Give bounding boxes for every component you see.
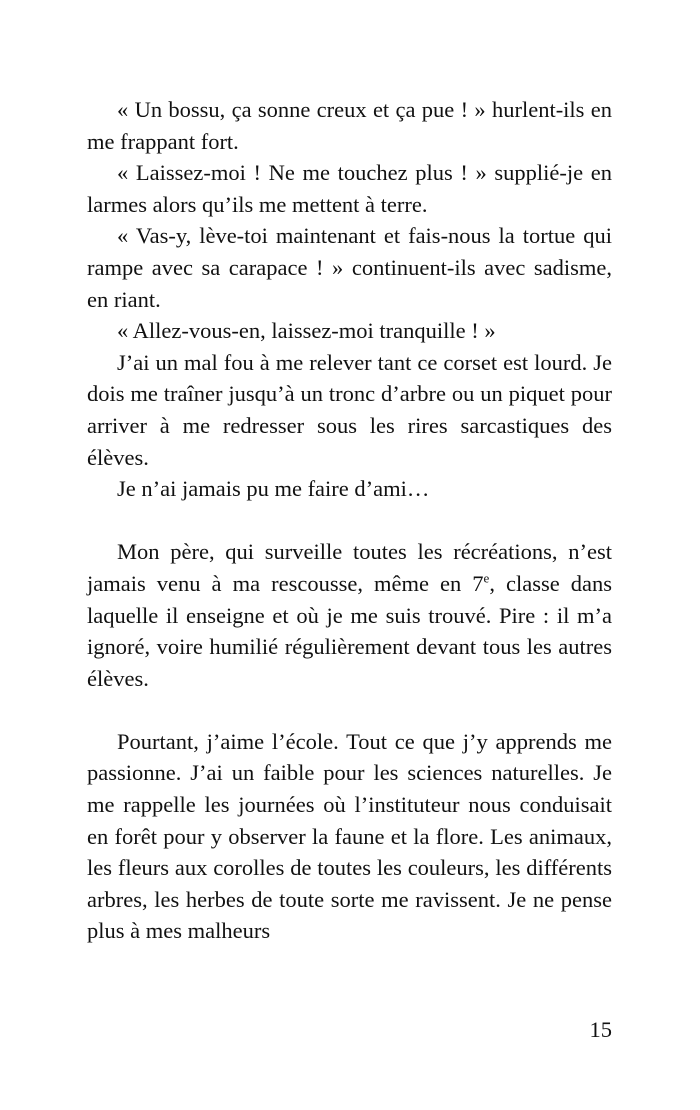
page-number: 15	[589, 1017, 612, 1042]
paragraph-text: , classe dans laquelle il enseigne et où je me suis trouvé. Pire : il m’a ignoré, voire humilié régulièrement devant tous les autres élèves.	[87, 570, 612, 691]
paragraph-text: Mon père, qui surveille toutes les récréations, n’est jamais venu à ma rescousse, même en 7	[87, 539, 612, 596]
paragraph-father	[87, 536, 612, 694]
paragraph: « Laissez-moi ! Ne me touchez plus ! » supplié-je en larmes alors qu’ils me mettent à terre.	[87, 160, 612, 217]
paragraph: « Allez-vous-en, laissez-moi tranquille ! »	[117, 318, 496, 344]
paragraph: « Un bossu, ça sonne creux et ça pue ! » hurlent-ils en me frappant fort.	[87, 97, 612, 154]
paragraph-school: Pourtant, j’aime l’école. Tout ce que j’y apprends me passionne. J’ai un faible pour les sciences naturelles. Je me rappelle les journées où l’instituteur nous conduisait en forêt pour y observer la faune et la flore. Les animaux, les fleurs aux corolles de toutes les couleurs, les différents arbres, les herbes de toute sorte me ravissent. Je ne pense plus à mes malheurs	[87, 728, 612, 944]
ordinal-superscript: e	[483, 570, 490, 586]
paragraph: Je n’ai jamais pu me faire d’ami…	[117, 476, 430, 502]
paragraph: « Vas-y, lève-toi maintenant et fais-nous la tortue qui rampe avec sa carapace ! » continuent-ils avec sadisme, en riant.	[87, 223, 612, 312]
paragraph: J’ai un mal fou à me relever tant ce corset est lourd. Je dois me traîner jusqu’à un tronc d’arbre ou un piquet pour arriver à me redresser sous les rires sarcastiques des élèves.	[87, 349, 612, 470]
body-text	[87, 94, 612, 947]
